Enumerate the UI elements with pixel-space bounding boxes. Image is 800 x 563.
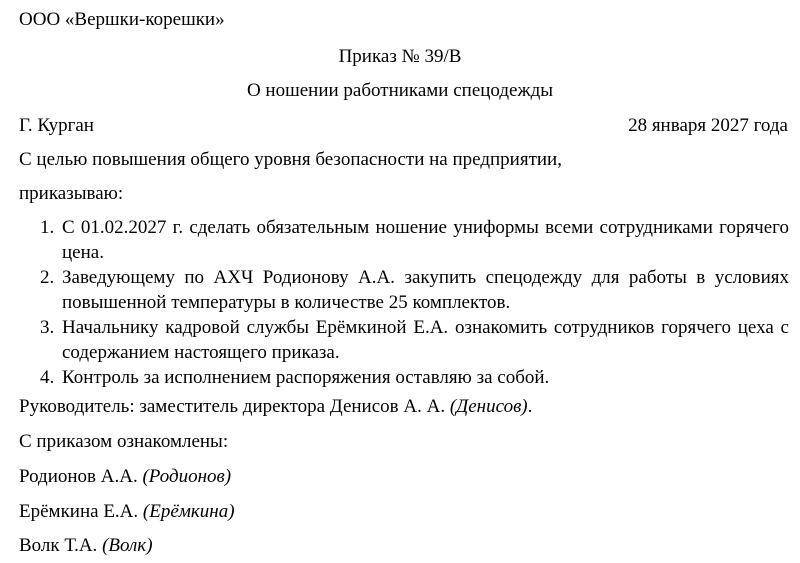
order-subject: О ношении работниками спецодежды <box>246 80 554 101</box>
signature-mark: (Волк) <box>102 535 153 556</box>
order-item <box>19 365 789 390</box>
order-title: Приказ № 39/В <box>338 46 462 67</box>
order-item <box>19 315 789 365</box>
purpose-text: С целью повышения общего уровня безопасности на предприятии, <box>19 149 562 170</box>
company-name: ООО «Вершки-корешки» <box>19 9 225 30</box>
order-item-number: 2. <box>40 267 55 288</box>
signature-line <box>19 466 788 489</box>
familiarized-heading: С приказом ознакомлены: <box>19 431 229 452</box>
order-item-text: Начальнику кадровой службы Ерёмкиной Е.А. ознакомить сотрудников горячего цеха с содержанием настоящего приказа. <box>62 317 789 363</box>
manager-label: Руководитель: заместитель директора Денисов А. А. <box>19 396 446 417</box>
signature-name: Волк Т.А. <box>19 535 98 556</box>
order-date: 28 января 2027 года <box>628 115 788 136</box>
signature-name: Родионов А.А. <box>19 466 138 487</box>
signature-name: Ерёмкина Е.А. <box>19 501 139 522</box>
order-item-number: 1. <box>40 217 55 238</box>
order-item-number: 4. <box>40 367 55 388</box>
order-item-number: 3. <box>40 317 55 338</box>
manager-line <box>19 396 788 419</box>
order-item <box>19 265 789 315</box>
order-list <box>19 215 789 390</box>
place-date-row <box>19 115 788 138</box>
signature-mark: (Родионов) <box>142 466 232 487</box>
city: Г. Курган <box>19 115 94 136</box>
signature-line <box>19 501 788 524</box>
decree-text: приказываю: <box>19 183 124 204</box>
manager-signature: (Денисов) <box>449 396 528 417</box>
manager-period: . <box>527 396 533 417</box>
signature-mark: (Ерёмкина) <box>142 501 235 522</box>
order-item-text: Контроль за исполнением распоряжения оставляю за собой. <box>62 367 550 388</box>
order-item <box>19 215 789 265</box>
order-item-text: С 01.02.2027 г. сделать обязательным ношение униформы всеми сотрудниками горячего цена. <box>62 217 789 263</box>
signature-line <box>19 535 788 558</box>
order-item-text: Заведующему по АХЧ Родионову А.А. закупить спецодежду для работы в условиях повышенной температуры в количестве 25 комплектов. <box>62 267 789 313</box>
